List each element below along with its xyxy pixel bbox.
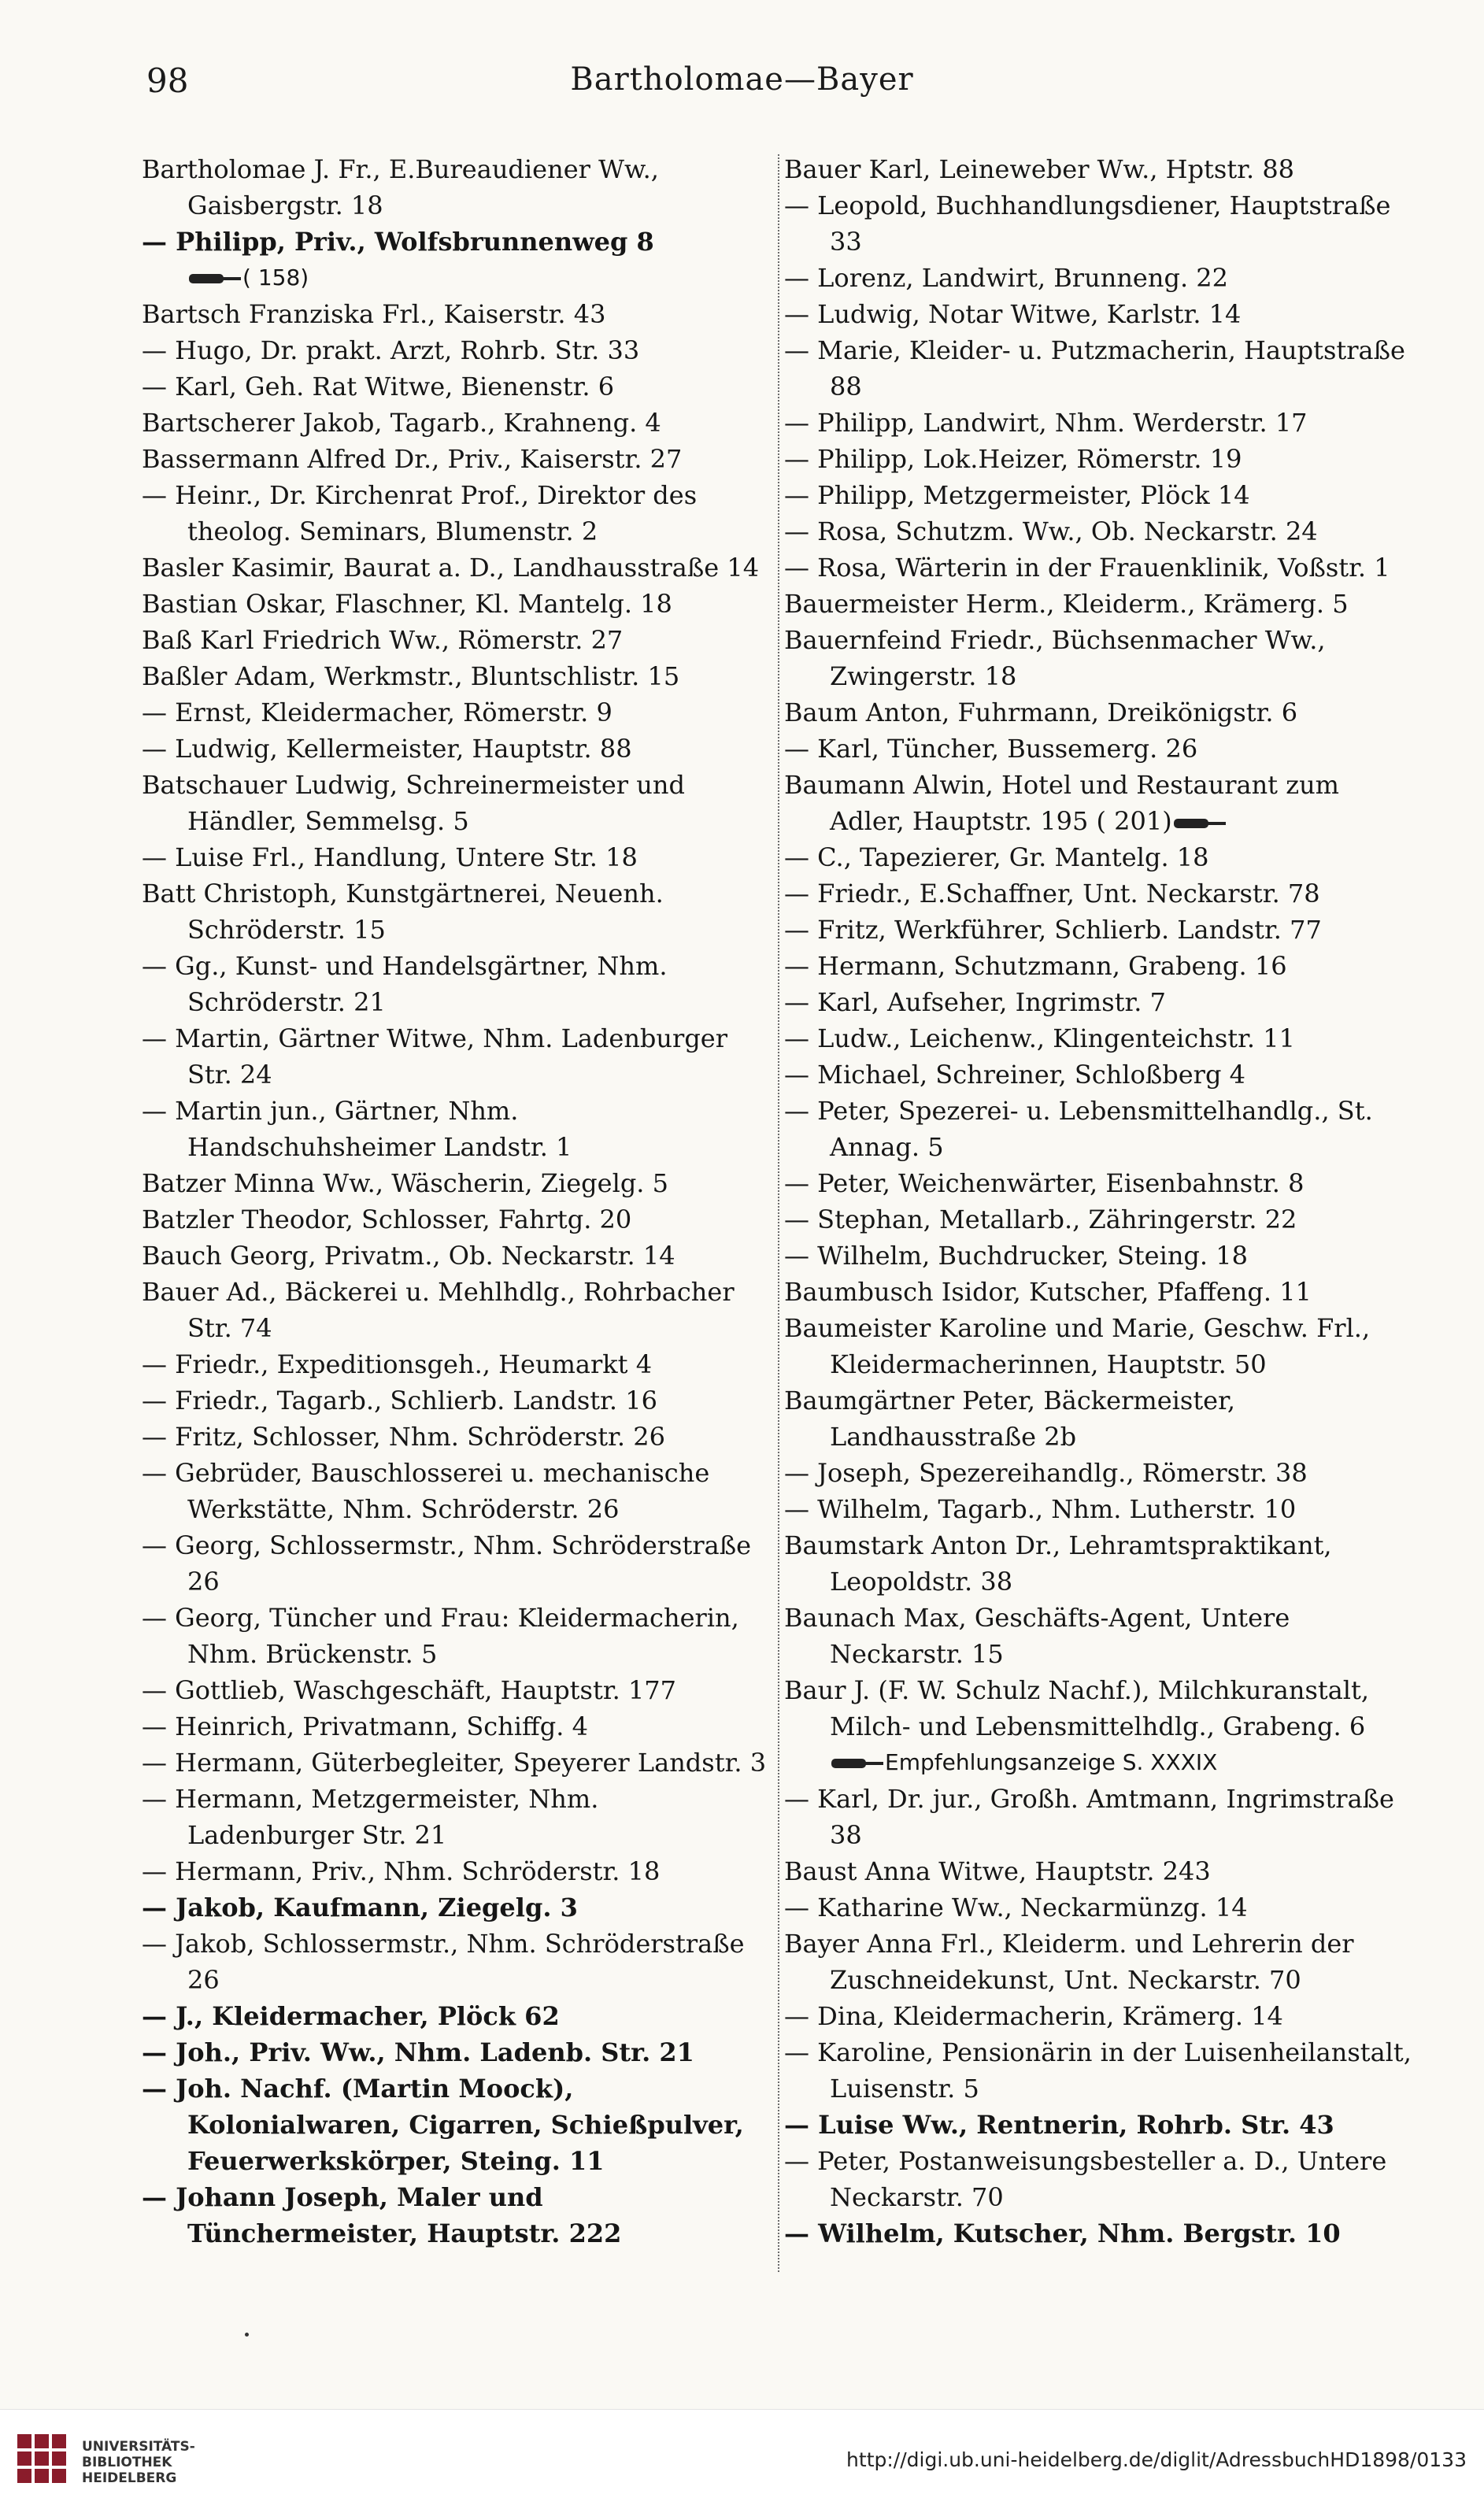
directory-entry: Baunach Max, Geschäfts-Agent, Untere Neckarstr. 15 [784, 1603, 1290, 1669]
directory-entry: — Ernst, Kleidermacher, Römerstr. 9 [142, 698, 612, 727]
directory-entry: Bauch Georg, Privatm., Ob. Neckarstr. 14 [142, 1241, 675, 1271]
directory-entry: — Philipp, Lok.Heizer, Römerstr. 19 [784, 444, 1242, 474]
directory-entry: — Philipp, Priv., Wolfsbrunnenweg 8 [142, 227, 654, 257]
directory-entry: — Gg., Kunst- und Handelsgärtner, Nhm. Schröderstr. 21 [142, 951, 668, 1017]
source-url[interactable]: http://digi.ub.uni-heidelberg.de/diglit/AdressbuchHD1898/0133 [846, 2448, 1467, 2471]
directory-entry: — Katharine Ww., Neckarmünzg. 14 [784, 1893, 1248, 1922]
directory-entry: Baß Karl Friedrich Ww., Römerstr. 27 [142, 625, 624, 655]
directory-entry: — Gottlieb, Waschgeschäft, Hauptstr. 177 [142, 1675, 677, 1705]
directory-entry: Bauer Karl, Leineweber Ww., Hptstr. 88 [784, 154, 1295, 184]
directory-entry: Baust Anna Witwe, Hauptstr. 243 [784, 1856, 1211, 1886]
directory-entry: — Joh. Nachf. (Martin Moock), Kolonialwaren, Cigarren, Schießpulver, Feuerwerkskörper, Steing. 11 [142, 2074, 744, 2176]
directory-entry: — Karl, Geh. Rat Witwe, Bienenstr. 6 [142, 372, 615, 401]
directory-entry: Baur J. (F. W. Schulz Nachf.), Milchkuranstalt, Milch- und Lebensmittelhdlg., Grabeng. 6 [784, 1675, 1370, 1741]
directory-entry: — Michael, Schreiner, Schloßberg 4 [784, 1060, 1245, 1090]
directory-entry: — Georg, Schlossermstr., Nhm. Schröderstraße 26 [142, 1530, 752, 1597]
directory-entry: Bauermeister Herm., Kleiderm., Krämerg. 5 [784, 589, 1349, 619]
directory-entry: Batt Christoph, Kunstgärtnerei, Neuenh. Schröderstr. 15 [142, 879, 664, 945]
directory-entry: — Karl, Tüncher, Bussemerg. 26 [784, 734, 1198, 764]
directory-entry: — Friedr., Expeditionsgeh., Heumarkt 4 [142, 1349, 653, 1379]
directory-entry: — Fritz, Schlosser, Nhm. Schröderstr. 26 [142, 1422, 665, 1452]
directory-entry: — Wilhelm, Buchdrucker, Steing. 18 [784, 1241, 1248, 1271]
directory-entry: Bauernfeind Friedr., Büchsenmacher Ww., Zwingerstr. 18 [784, 625, 1326, 691]
directory-entry: — Hugo, Dr. prakt. Arzt, Rohrb. Str. 33 [142, 335, 640, 365]
directory-entry: Baumgärtner Peter, Bäckermeister, Landhausstraße 2b [784, 1386, 1236, 1452]
directory-entry: — Hermann, Schutzmann, Grabeng. 16 [784, 951, 1287, 981]
ink-dot [245, 2333, 249, 2337]
pointing-hand-icon [830, 1756, 885, 1771]
pointing-hand-icon [187, 271, 242, 287]
directory-entry: Baßler Adam, Werkmstr., Bluntschlistr. 15 [142, 661, 680, 691]
directory-entry: — Hermann, Metzgermeister, Nhm. Ladenburger Str. 21 [142, 1784, 599, 1850]
directory-entry: — Martin, Gärtner Witwe, Nhm. Ladenburger Str. 24 [142, 1023, 728, 1090]
library-logo-icon [14, 2431, 71, 2488]
directory-entry: — Dina, Kleidermacherin, Krämerg. 14 [784, 2001, 1283, 2031]
directory-entry: — Philipp, Metzgermeister, Plöck 14 [784, 480, 1250, 510]
directory-entry: — Philipp, Landwirt, Nhm. Werderstr. 17 [784, 408, 1308, 438]
directory-entry: — Jakob, Schlossermstr., Nhm. Schröderstraße 26 [142, 1929, 745, 1995]
directory-entry: Bartholomae J. Fr., E.Bureaudiener Ww., Gaisbergstr. 18 [142, 154, 659, 220]
directory-entry: — Wilhelm, Tagarb., Nhm. Lutherstr. 10 [784, 1494, 1297, 1524]
telephone-reference [142, 260, 772, 296]
directory-entry: — Leopold, Buchhandlungsdiener, Hauptstraße 33 [784, 191, 1391, 257]
directory-entry: — Friedr., Tagarb., Schlierb. Landstr. 16 [142, 1386, 657, 1415]
directory-entry: — Georg, Tüncher und Frau: Kleidermacherin, Nhm. Brückenstr. 5 [142, 1603, 739, 1669]
directory-entry: — Peter, Postanweisungsbesteller a. D., Untere Neckarstr. 70 [784, 2146, 1387, 2212]
directory-entry: — Hermann, Priv., Nhm. Schröderstr. 18 [142, 1856, 661, 1886]
telephone-number: ( 158) [242, 265, 309, 290]
directory-entry: — Marie, Kleider- u. Putzmacherin, Hauptstraße 88 [784, 335, 1405, 401]
directory-entry: — Luise Ww., Rentnerin, Rohrb. Str. 43 [784, 2110, 1334, 2140]
directory-entry: — J., Kleidermacher, Plöck 62 [142, 2001, 560, 2031]
right-column [784, 151, 1414, 2292]
directory-entry: — Johann Joseph, Maler und Tünchermeister, Hauptstr. 222 [142, 2182, 622, 2248]
directory-entry: — Hermann, Güterbegleiter, Speyerer Landstr. 3 [142, 1748, 767, 1778]
directory-entry: — Heinrich, Privatmann, Schiffg. 4 [142, 1711, 588, 1741]
directory-entry: — Rosa, Schutzm. Ww., Ob. Neckarstr. 24 [784, 516, 1318, 546]
directory-entry: — Joh., Priv. Ww., Nhm. Ladenb. Str. 21 [142, 2037, 694, 2067]
directory-entry: Batzler Theodor, Schlosser, Fahrtg. 20 [142, 1204, 632, 1234]
advertisement-reference [784, 1745, 1414, 1781]
directory-entry: Bartsch Franziska Frl., Kaiserstr. 43 [142, 299, 606, 329]
library-name: UNIVERSITÄTS- BIBLIOTHEK HEIDELBERG [82, 2439, 195, 2486]
directory-entry: — Wilhelm, Kutscher, Nhm. Bergstr. 10 [784, 2218, 1341, 2248]
directory-entry: — Friedr., E.Schaffner, Unt. Neckarstr. 78 [784, 879, 1320, 908]
pointing-hand-icon [1172, 816, 1227, 831]
directory-entry: Baumstark Anton Dr., Lehramtspraktikant, Leopoldstr. 38 [784, 1530, 1332, 1597]
advertisement-text: Empfehlungsanzeige S. XXXIX [885, 1749, 1218, 1775]
directory-entry: Baum Anton, Fuhrmann, Dreikönigstr. 6 [784, 698, 1298, 727]
directory-entry: Bartscherer Jakob, Tagarb., Krahneng. 4 [142, 408, 661, 438]
directory-entry: Bastian Oskar, Flaschner, Kl. Mantelg. 18 [142, 589, 672, 619]
directory-entry: — C., Tapezierer, Gr. Mantelg. 18 [784, 842, 1209, 872]
directory-entry: Baumeister Karoline und Marie, Geschw. Frl., Kleidermacherinnen, Hauptstr. 50 [784, 1313, 1371, 1379]
directory-entry: — Martin jun., Gärtner, Nhm. Handschuhsheimer Landstr. 1 [142, 1096, 572, 1162]
directory-entry: — Ludwig, Notar Witwe, Karlstr. 14 [784, 299, 1242, 329]
directory-entry: — Luise Frl., Handlung, Untere Str. 18 [142, 842, 638, 872]
directory-entry: Bauer Ad., Bäckerei u. Mehlhdlg., Rohrbacher Str. 74 [142, 1277, 735, 1343]
directory-entry: — Karoline, Pensionärin in der Luisenheilanstalt, Luisenstr. 5 [784, 2037, 1412, 2104]
directory-entry: — Lorenz, Landwirt, Brunneng. 22 [784, 263, 1229, 293]
directory-entry [784, 767, 1414, 839]
directory-entry: Bassermann Alfred Dr., Priv., Kaiserstr. 27 [142, 444, 683, 474]
directory-entry: — Joseph, Spezereihandlg., Römerstr. 38 [784, 1458, 1308, 1488]
directory-entry: — Jakob, Kaufmann, Ziegelg. 3 [142, 1893, 578, 1922]
directory-entry: Batzer Minna Ww., Wäscherin, Ziegelg. 5 [142, 1168, 668, 1198]
running-title: Bartholomae—Bayer [570, 61, 914, 98]
directory-entry: — Stephan, Metallarb., Zähringerstr. 22 [784, 1204, 1297, 1234]
directory-entry: — Peter, Weichenwärter, Eisenbahnstr. 8 [784, 1168, 1305, 1198]
directory-entry: Basler Kasimir, Baurat a. D., Landhausstraße 14 [142, 553, 760, 583]
left-column [142, 151, 772, 2292]
directory-entry: Batschauer Ludwig, Schreinermeister und Händler, Semmelsg. 5 [142, 770, 685, 836]
page-number: 98 [146, 61, 189, 100]
directory-entry: — Ludwig, Kellermeister, Hauptstr. 88 [142, 734, 632, 764]
directory-entry-text: Baumann Alwin, Hotel und Restaurant zum Adler, Hauptstr. 195 ( 201) [784, 770, 1340, 836]
directory-entry: — Rosa, Wärterin in der Frauenklinik, Voßstr. 1 [784, 553, 1390, 583]
column-divider [778, 154, 779, 2272]
directory-entry: — Fritz, Werkführer, Schlierb. Landstr. 77 [784, 915, 1322, 945]
directory-entry: — Karl, Aufseher, Ingrimstr. 7 [784, 987, 1166, 1017]
directory-entry: — Ludw., Leichenw., Klingenteichstr. 11 [784, 1023, 1295, 1053]
directory-entry: — Karl, Dr. jur., Großh. Amtmann, Ingrimstraße 38 [784, 1784, 1394, 1850]
directory-entry: — Peter, Spezerei- u. Lebensmittelhandlg., St. Annag. 5 [784, 1096, 1373, 1162]
directory-entry: — Gebrüder, Bauschlosserei u. mechanische Werkstätte, Nhm. Schröderstr. 26 [142, 1458, 710, 1524]
directory-entry: Bayer Anna Frl., Kleiderm. und Lehrerin der Zuschneidekunst, Unt. Neckarstr. 70 [784, 1929, 1354, 1995]
directory-entry: Baumbusch Isidor, Kutscher, Pfaffeng. 11 [784, 1277, 1312, 1307]
directory-entry: — Heinr., Dr. Kirchenrat Prof., Direktor des theolog. Seminars, Blumenstr. 2 [142, 480, 698, 546]
